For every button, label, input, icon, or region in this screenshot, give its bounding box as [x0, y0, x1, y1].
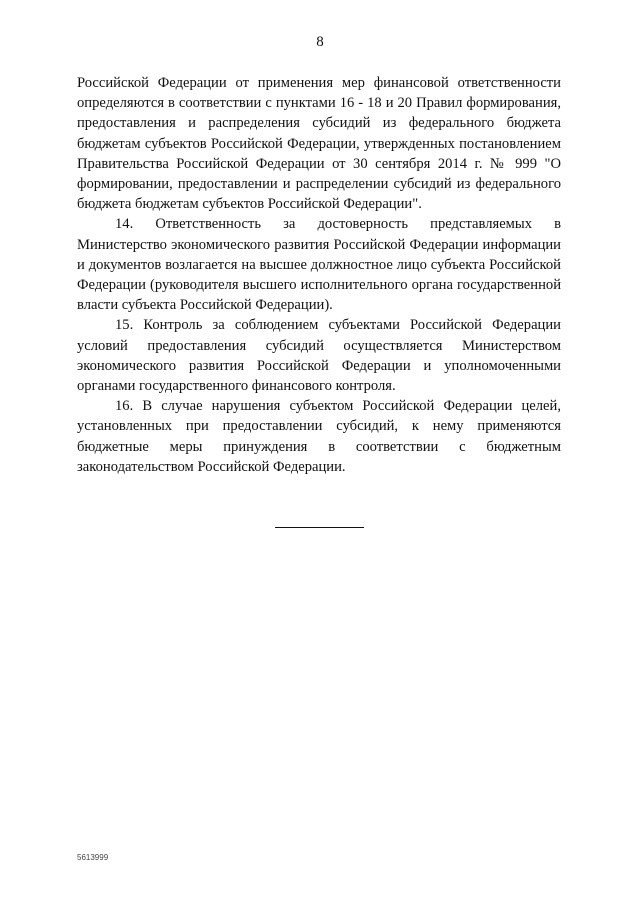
- document-body: [77, 73, 561, 477]
- page-number: 8: [316, 34, 324, 50]
- paragraph-item-14: 14. Ответственность за достоверность представляемых в Министерство экономического развития Российской Федерации информации и документов возлагается на высшее должностное лицо субъекта Российской Федерации (руководителя высшего исполнительного органа государственной власти субъекта Российской Федерации).: [77, 216, 561, 314]
- paragraph-item-15: 15. Контроль за соблюдением субъектами Российской Федерации условий предоставления субсидий осуществляется Министерством экономического развития Российской Федерации и уполномоченными органами государственного финансового контроля.: [77, 317, 561, 395]
- document-code: 5613999: [77, 853, 109, 862]
- end-separator-line: [275, 527, 364, 528]
- paragraph-item-16: 16. В случае нарушения субъектом Российской Федерации целей, установленных при предоставлении субсидий, к нему применяются бюджетные меры принуждения в соответствии с бюджетным законодательством Российской Федерации.: [77, 398, 561, 475]
- paragraph-continuation: Российской Федерации от применения мер финансовой ответственности определяются в соответствии с пунктами 16 - 18 и 20 Правил формирования, предоставления и распределения субсидий из федерального бюджета бюджетам субъектов Российской Федерации, утвержденных постановлением Правительства Российской Федерации от 30 сентября 2014 г. № 999 "О формировании, предоставлении и распределении субсидий из федерального бюджета бюджетам субъектов Российской Федерации".: [77, 75, 561, 213]
